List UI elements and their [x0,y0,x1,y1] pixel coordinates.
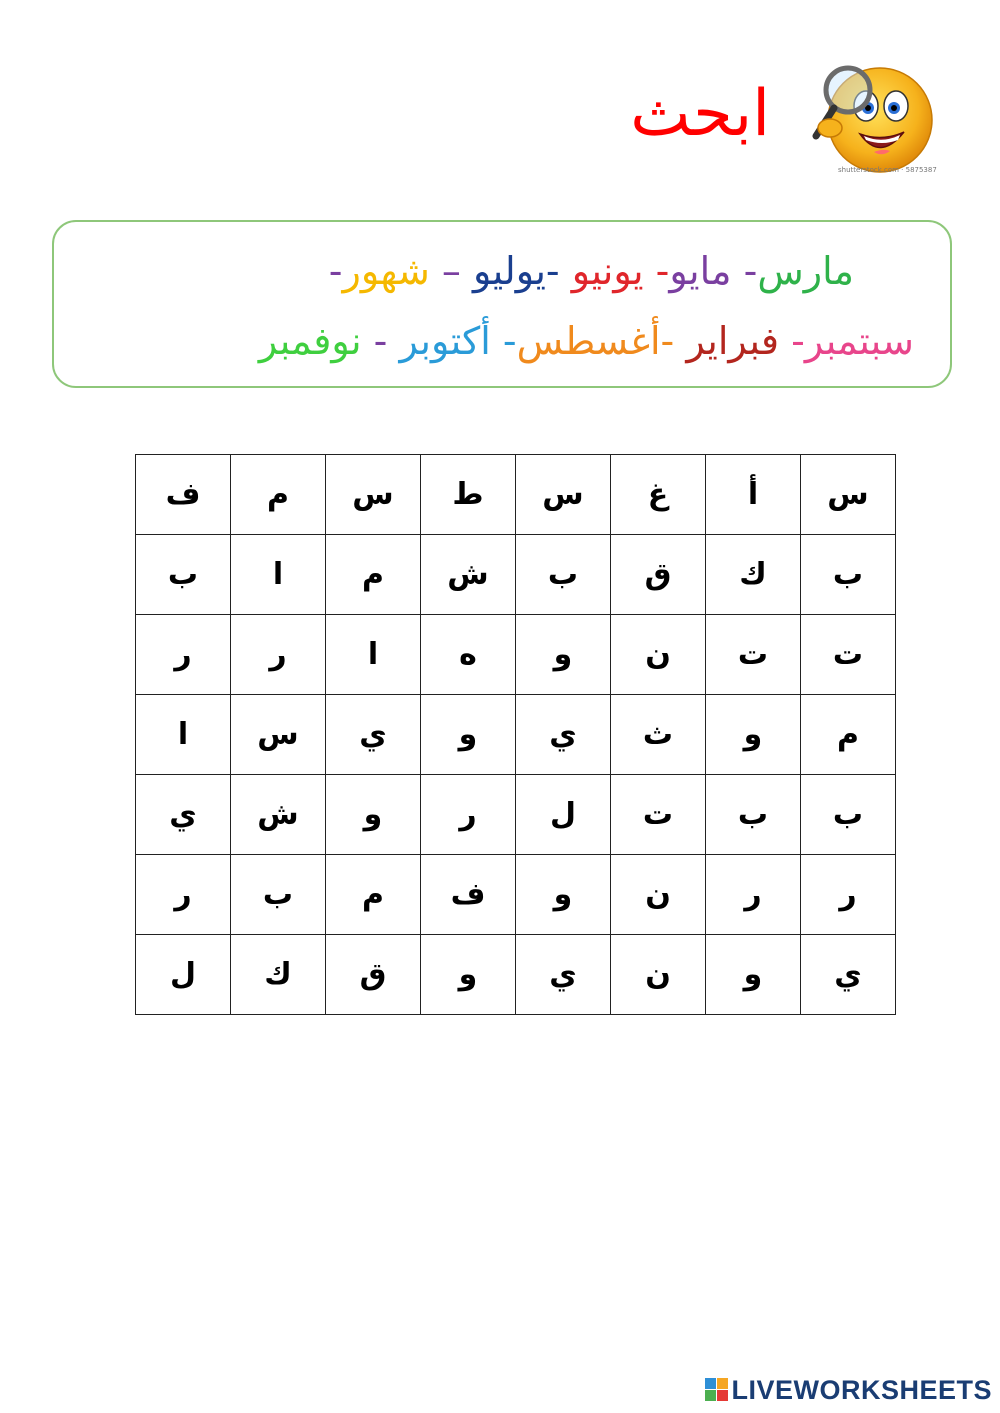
logo-square [717,1378,728,1389]
grid-cell[interactable]: ش [231,775,326,855]
grid-cell[interactable]: ا [326,615,421,695]
liveworksheets-logo [705,1373,992,1407]
grid-cell[interactable]: ت [801,615,896,695]
grid-cell[interactable]: ب [801,775,896,855]
grid-cell[interactable]: ق [611,535,706,615]
grid-cell[interactable]: ش [421,535,516,615]
grid-cell[interactable]: ب [516,535,611,615]
grid-cell[interactable]: و [516,855,611,935]
grid-cell[interactable]: ر [421,775,516,855]
grid-cell[interactable]: م [326,855,421,935]
word-segment: يوليو [473,249,546,293]
grid-cell[interactable]: ب [706,775,801,855]
grid-row [136,935,896,1015]
grid-cell[interactable]: غ [611,455,706,535]
grid-cell[interactable]: ي [326,695,421,775]
grid-cell[interactable]: ن [611,935,706,1015]
word-segment: – [429,249,474,293]
grid-cell[interactable]: و [706,695,801,775]
grid-cell[interactable]: ي [516,935,611,1015]
grid-cell[interactable]: ر [706,855,801,935]
grid-cell[interactable]: م [231,455,326,535]
page-title: ابحث [630,77,770,151]
grid-cell[interactable]: ا [136,695,231,775]
word-segment: أكتوبر [399,319,491,363]
grid-cell[interactable]: ر [136,855,231,935]
logo-square [705,1390,716,1401]
grid-row [136,695,896,775]
grid-row [136,855,896,935]
word-segment: يونيو [571,249,644,293]
grid-cell[interactable]: ف [136,455,231,535]
magnifier-emoji-icon [808,58,938,178]
grid-cell[interactable]: ب [801,535,896,615]
word-bank-line-2 [258,319,914,363]
grid-cell[interactable]: ت [706,615,801,695]
grid-cell[interactable]: ي [136,775,231,855]
word-bank [52,220,952,388]
word-segment: - [361,319,400,363]
grid-cell[interactable]: ر [136,615,231,695]
grid-cell[interactable]: ب [231,855,326,935]
word-search-grid [135,454,896,1015]
grid-cell[interactable]: ب [136,535,231,615]
grid-cell[interactable]: ا [231,535,326,615]
logo-text: LIVEWORKSHEETS [731,1374,992,1405]
grid-cell[interactable]: ن [611,855,706,935]
grid-cell[interactable]: س [801,455,896,535]
grid-cell[interactable]: م [326,535,421,615]
logo-mark-icon [705,1378,729,1402]
word-segment: - [490,319,517,363]
grid-cell[interactable]: س [326,455,421,535]
grid-cell[interactable]: ف [421,855,516,935]
grid-row [136,535,896,615]
grid-cell[interactable]: ل [516,775,611,855]
word-segment: - [643,249,670,293]
grid-cell[interactable]: ك [231,935,326,1015]
word-segment: شهور [342,249,430,293]
grid-cell[interactable]: ر [231,615,326,695]
grid-cell[interactable]: و [516,615,611,695]
word-segment: - [545,249,572,293]
grid-cell[interactable]: ن [611,615,706,695]
grid-cell[interactable]: ت [611,775,706,855]
word-segment: نوفمبر [258,319,362,363]
word-segment: - [779,319,805,363]
grid-row [136,775,896,855]
word-segment: فبراير [686,319,780,363]
grid-cell[interactable]: ي [801,935,896,1015]
grid-cell[interactable]: ث [611,695,706,775]
grid-cell[interactable]: ق [326,935,421,1015]
grid-cell[interactable]: ي [516,695,611,775]
grid-cell[interactable]: و [326,775,421,855]
word-bank-line-1 [328,249,854,293]
word-segment: - [731,249,758,293]
grid-cell[interactable]: و [421,935,516,1015]
grid-row [136,455,896,535]
grid-cell[interactable]: ك [706,535,801,615]
word-segment: أغسطس [516,319,661,363]
logo-square [717,1390,728,1401]
grid-cell[interactable]: ر [801,855,896,935]
grid-cell[interactable]: و [421,695,516,775]
word-segment: سبتمبر [804,319,914,363]
word-segment: - [660,319,687,363]
logo-square [705,1378,716,1389]
word-segment: مارس [757,249,854,293]
grid-cell[interactable]: أ [706,455,801,535]
word-segment: مايو [669,249,732,293]
grid-cell[interactable]: م [801,695,896,775]
image-credit: shutterstock.com · 5875387 [838,166,937,174]
grid-row [136,615,896,695]
grid-cell[interactable]: ه [421,615,516,695]
grid-cell[interactable]: س [231,695,326,775]
grid-cell[interactable]: ل [136,935,231,1015]
grid-cell[interactable]: و [706,935,801,1015]
grid-cell[interactable]: س [516,455,611,535]
grid-cell[interactable]: ط [421,455,516,535]
word-segment: - [328,249,343,293]
